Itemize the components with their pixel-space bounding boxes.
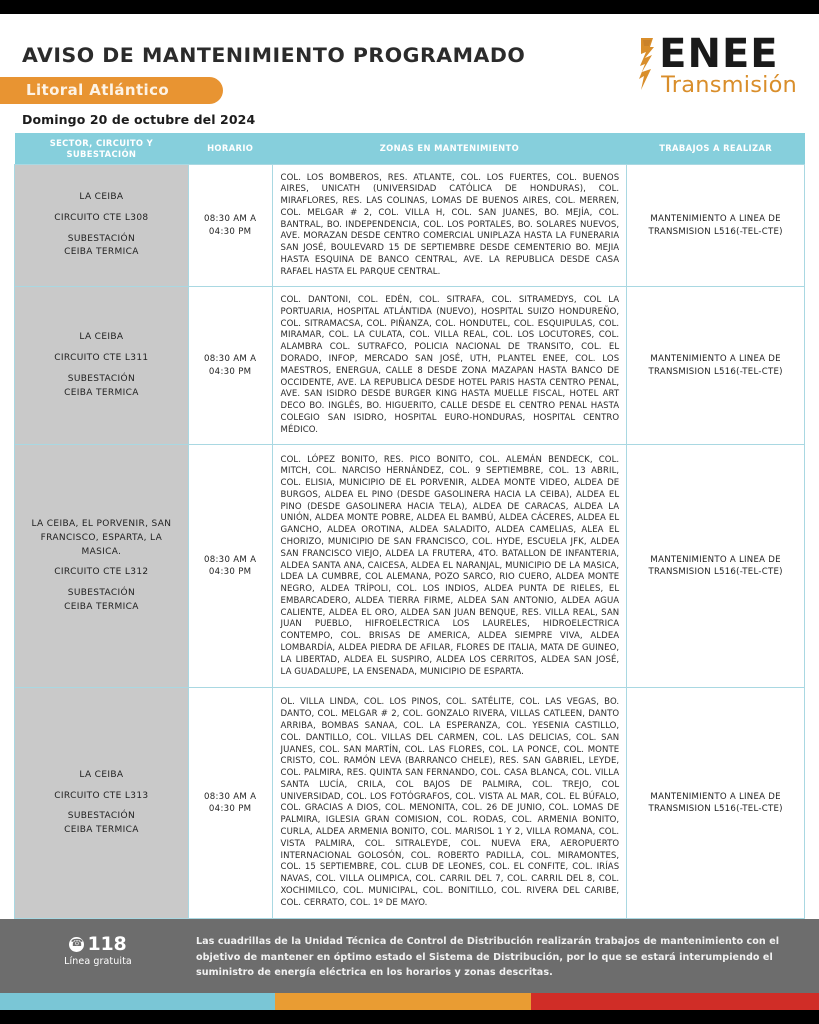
circuit-name: CIRCUITO CTE L312 xyxy=(54,567,149,578)
sector-name: LA CEIBA xyxy=(79,191,124,202)
substation-block xyxy=(21,810,182,838)
sector-name: LA CEIBA, EL PORVENIR, SAN FRANCISCO, ESPARTA, LA MASICA. xyxy=(31,518,172,557)
bottom-black-bar xyxy=(0,1010,819,1024)
column-header-trabajos: TRABAJOS A REALIZAR xyxy=(627,133,805,165)
cell-horario: 08:30 AM A 04:30 PM xyxy=(188,445,272,688)
strip-segment-red xyxy=(531,993,819,1010)
substation-label: SUBESTACIÓN xyxy=(67,233,136,244)
circuit-name: CIRCUITO CTE L311 xyxy=(54,352,149,363)
circuit-name: CIRCUITO CTE L313 xyxy=(54,790,149,801)
substation-block xyxy=(21,233,182,261)
enee-flame-mark-icon xyxy=(639,38,656,90)
strip-segment-blue xyxy=(0,993,275,1010)
substation-name: CEIBA TERMICA xyxy=(64,602,139,613)
schedule-table-container xyxy=(0,133,819,919)
table-header-row xyxy=(15,133,805,165)
cell-horario: 08:30 AM A 04:30 PM xyxy=(188,688,272,919)
sector-name: LA CEIBA xyxy=(79,331,124,342)
phone-icon: ☎ xyxy=(69,937,84,952)
column-header-sector: SECTOR, CIRCUITO Y SUBESTACIÓN xyxy=(15,133,189,165)
hotline-label: Línea gratuita xyxy=(64,956,132,968)
region-badge: Litoral Atlántico xyxy=(0,77,223,104)
cell-sector xyxy=(15,165,189,287)
cell-trabajos: MANTENIMIENTO A LINEA DE TRANSMISION L516(-TEL-CTE) xyxy=(627,445,805,688)
cell-trabajos: MANTENIMIENTO A LINEA DE TRANSMISION L516(-TEL-CTE) xyxy=(627,287,805,445)
cell-zonas: COL. LÓPEZ BONITO, RES. PICO BONITO, COL. ALEMÁN BENDECK, COL. MITCH, COL. NARCISO HERNÁNDEZ, COL. 9 SEPTIEMBRE, COL. 13 ABRIL, COL. ELISIA, MUNICIPIO DE EL PORVENIR, ALDEA MONTE VIDEO, ALDEA DE BURGOS, ALDEA EL PINO (DESDE GASOLINERA HACIA LA CEIBA), ALDEA EL PINO (DESDE GASOLINERA HACIA TELA), ALDEA DE CARACAS, ALDEA LA UNIÓN, ALDEA MONTE POBRE, ALDEA EL BAMBÚ, ALDEA CÁCERES, ALDEA EL GANCHO, ALDEA OROTINA, ALDEA SALADITO, ALDEA CAMELIAS, ALEA EL CHORIZO, MUNICIPIO DE SAN FRANCISCO, COL. HYDE, ESCUELA JFK, ALDEA SAN FRANCISCO VIEJO, ALDEA LA FRUTERA, 4TO. BATALLON DE INFANTERIA, ALDEA SANTA ANA, CAICESA, ALDEA EL NARANJAL, MUNICIPIO DE LA MASICA, LDEA LA CUMBRE, COL ALEMANA, POZO SARCO, RIO CUERO, ALDEA MONTE NEGRO, ALDEA TRÍPOLI, COL. LOS INDIOS, ALDEA PUNTA DE RIELES, EL EMBARCADERO, ALDEA TIERRA FIRME, ALDEA SAN ANTONIO, ALDEA AGUA CALIENTE, ALDEA EL ORO, ALDEA SAN JUAN BENQUE, RES. VILLA REAL, SAN JUAN PUEBLO, HIFROELECTRICA LOS LAURELES, HIDROELECTRICA CONTEMPO, COL. BRISAS DE AMERICA, ALDEA SIEMPRE VIVA, ALDEA LOMBARDÍA, ALDEA PIEDRA DE AFILAR, FLORES DE ITALIA, MATA DE GUINEO, LA LIBERTAD, ALDEA EL SUSPIRO, ALDEA LOS CERRITOS, ALDEA SAN JOSÉ, LA GUADALUPE, LA ENSENADA, MUNICIPIO DE ESPARTA. xyxy=(272,445,627,688)
substation-block xyxy=(21,373,182,401)
cell-trabajos: MANTENIMIENTO A LINEA DE TRANSMISION L516(-TEL-CTE) xyxy=(627,165,805,287)
document-header xyxy=(0,14,819,133)
strip-segment-orange xyxy=(275,993,531,1010)
cell-zonas: OL. VILLA LINDA, COL. LOS PINOS, COL. SATÉLITE, COL. LAS VEGAS, BO. DANTO, COL. MELGAR # 2, COL. GONZALO RIVERA, VILLAS CATLEEN, DANTO ARRIBA, BOMBAS SANAA, COL. LA ESPERANZA, COL. YESENIA CASTILLO, COL. DANTILLO, COL. VILLAS DEL CARMEN, COL. LAS DELICIAS, COL. SAN JUANES, COL. SAN MARTÍN, COL. LAS FLORES, COL. LA PONCE, COL. MONTE CRISTO, COL. RAMÓN LEVA (BARRANCO CHELE), RES. SAN GABRIEL, LEYDE, COL. PALMIRA, RES. QUINTA SAN FERNANDO, COL. CASA BLANCA, COL. VILLA SANTA LUCÍA, CRILA, COL BAJOS DE PALMIRA, COL. TREJO, COL UNIVERSIDAD, COL. LOS FOTÓGRAFOS, COL. VISTA AL MAR, COL. EL BÚFALO, COL. GRACIAS A DIOS, COL. MENONITA, COL. 26 DE JUNIO, COL. LOMAS DE PALMIRA, IGLESIA GRAN COMISION, COL. RODAS, COL. ARMENIA BONITO, CURLA, ALDEA ARMENIA BONITO, COL. MARISOL 1 Y 2, VILLA ROMANA, COL. VISTA PALMIRA, COL. SITRALEYDE, COL. NUEVA ERA, AEROPUERTO INTERNACIONAL GOLOSÓN, COL. ROBERTO PADILLA, COL. MIRAMONTES, COL. 15 SEPTIEMBRE, COL. CLUB DE LEONES, COL. EL CONFITE, COL. IRÍAS NAVAS, COL. VILLA OLIMPICA, COL. CARRIL DEL 7, COL. CARRIL DEL 8, COL. XOCHIMILCO, COL. MUNICIPAL, COL. BONITILLO, COL. RIVERA DEL CARIBE, COL. CERRATO, COL. 1º DE MAYO. xyxy=(272,688,627,919)
enee-logo-text xyxy=(659,31,797,98)
cell-horario: 08:30 AM A 04:30 PM xyxy=(188,165,272,287)
sector-name: LA CEIBA xyxy=(79,769,124,780)
top-black-bar xyxy=(0,0,819,14)
substation-label: SUBESTACIÓN xyxy=(67,588,136,599)
cell-zonas: COL. DANTONI, COL. EDÉN, COL. SITRAFA, COL. SITRAMEDYS, COL LA PORTUARIA, HOSPITAL ATLÁNTIDA (NUEVO), HOSPITAL SUIZO HONDUREÑO, COL. SITRAMACSA, COL. PIÑANZA, COL. HONDUTEL, COL. ESQUIPULAS, COL. MIRAMAR, COL. LA CULATA, COL. VILLA REAL, COL. LOS LOCUTORES, COL. ALAMBRA COL. SUTRAFCO, POLICIA NACIONAL DE TRANSITO, COL. EL DORADO, INFOP, MERCADO SAN JOSÉ, UTH, PLANTEL ENEE, COL. LOS MAESTROS, ENERGUA, CALLE 8 DESDE ZONA MAZAPAN HASTA BANCO DE OCCIDENTE, AVE. LA REPUBLICA DESDE HOTEL PARIS HASTA CENTRO PENAL, AVE. SAN ISIDRO DESDE BURGER KING HASTA MUELLE FISCAL, HOTEL ART DECO BO. INGLÉS, BO. HIGUERITO, CALLE DESDE EL CENTRO PENAL HASTA COLEGIO SAN ISIDRO, HOSPITAL EURO-HONDURAS, HOSPITAL CENTRO MÉDICO. xyxy=(272,287,627,445)
notice-date: Domingo 20 de octubre del 2024 xyxy=(22,112,256,127)
enee-wordmark: ENEE xyxy=(659,31,779,77)
cell-zonas: COL. LOS BOMBEROS, RES. ATLANTE, COL. LOS FUERTES, COL. BUENOS AIRES, UNICATH (UNIVERSIDAD CATÓLICA DE HONDURAS), COL. MIRAFLORES, RES. LAS COLINAS, LOMAS DE BUENOS AIRES, COL. MERREN, COL. MELGAR # 2, COL. VILLA H, COL. SAN JUANES, BO. MEJÍA, COL. BANTRAL, BO. INDEPENDENCIA, COL. LOS PORTALES, BO. SOLARES NUEVOS, AVE. MORAZAN DESDE CENTRO COMERCIAL UNIPLAZA HASTA LA FUNERARIA SAN JOSÉ, BOULEVARD 15 DE SEPTIEMBRE DESDE CEMENTERIO BO. MEJIA HASTA ESQUINA DE BANCO CENTRAL, AVE. LA REPUBLICA DESDE CASA RAFAEL HASTA EL PARQUE CENTRAL. xyxy=(272,165,627,287)
footer-gray-band xyxy=(0,919,819,993)
cell-sector xyxy=(15,287,189,445)
substation-name: CEIBA TERMICA xyxy=(64,825,139,836)
column-header-zonas: ZONAS EN MANTENIMIENTO xyxy=(272,133,627,165)
table-row xyxy=(15,445,805,688)
hotline-row xyxy=(0,933,196,955)
document-footer xyxy=(0,919,819,1024)
substation-label: SUBESTACIÓN xyxy=(67,811,136,822)
hotline-number: 118 xyxy=(87,933,127,956)
footer-note-text: Las cuadrillas de la Unidad Técnica de Control de Distribución realizarán trabajos de mantenimiento con el objetivo de mantener en óptimo estado el Sistema de Distribución, por lo que se estará interumpiendo el suministro de energía eléctrica en los horarios y zonas descritas. xyxy=(196,936,780,979)
cell-trabajos: MANTENIMIENTO A LINEA DE TRANSMISION L516(-TEL-CTE) xyxy=(627,688,805,919)
substation-label: SUBESTACIÓN xyxy=(67,373,136,384)
substation-block xyxy=(21,587,182,615)
cell-sector xyxy=(15,445,189,688)
color-strip xyxy=(0,993,819,1010)
page-title: AVISO DE MANTENIMIENTO PROGRAMADO xyxy=(22,44,526,67)
substation-name: CEIBA TERMICA xyxy=(64,387,139,398)
hotline-block xyxy=(0,931,196,967)
circuit-name: CIRCUITO CTE L308 xyxy=(54,212,149,223)
enee-subtitle: Transmisión xyxy=(661,71,797,98)
enee-logo xyxy=(639,31,797,98)
cell-sector xyxy=(15,688,189,919)
table-row xyxy=(15,688,805,919)
table-row xyxy=(15,165,805,287)
cell-horario: 08:30 AM A 04:30 PM xyxy=(188,287,272,445)
table-row xyxy=(15,287,805,445)
substation-name: CEIBA TERMICA xyxy=(64,247,139,258)
column-header-horario: HORARIO xyxy=(188,133,272,165)
maintenance-schedule-table xyxy=(14,133,805,919)
